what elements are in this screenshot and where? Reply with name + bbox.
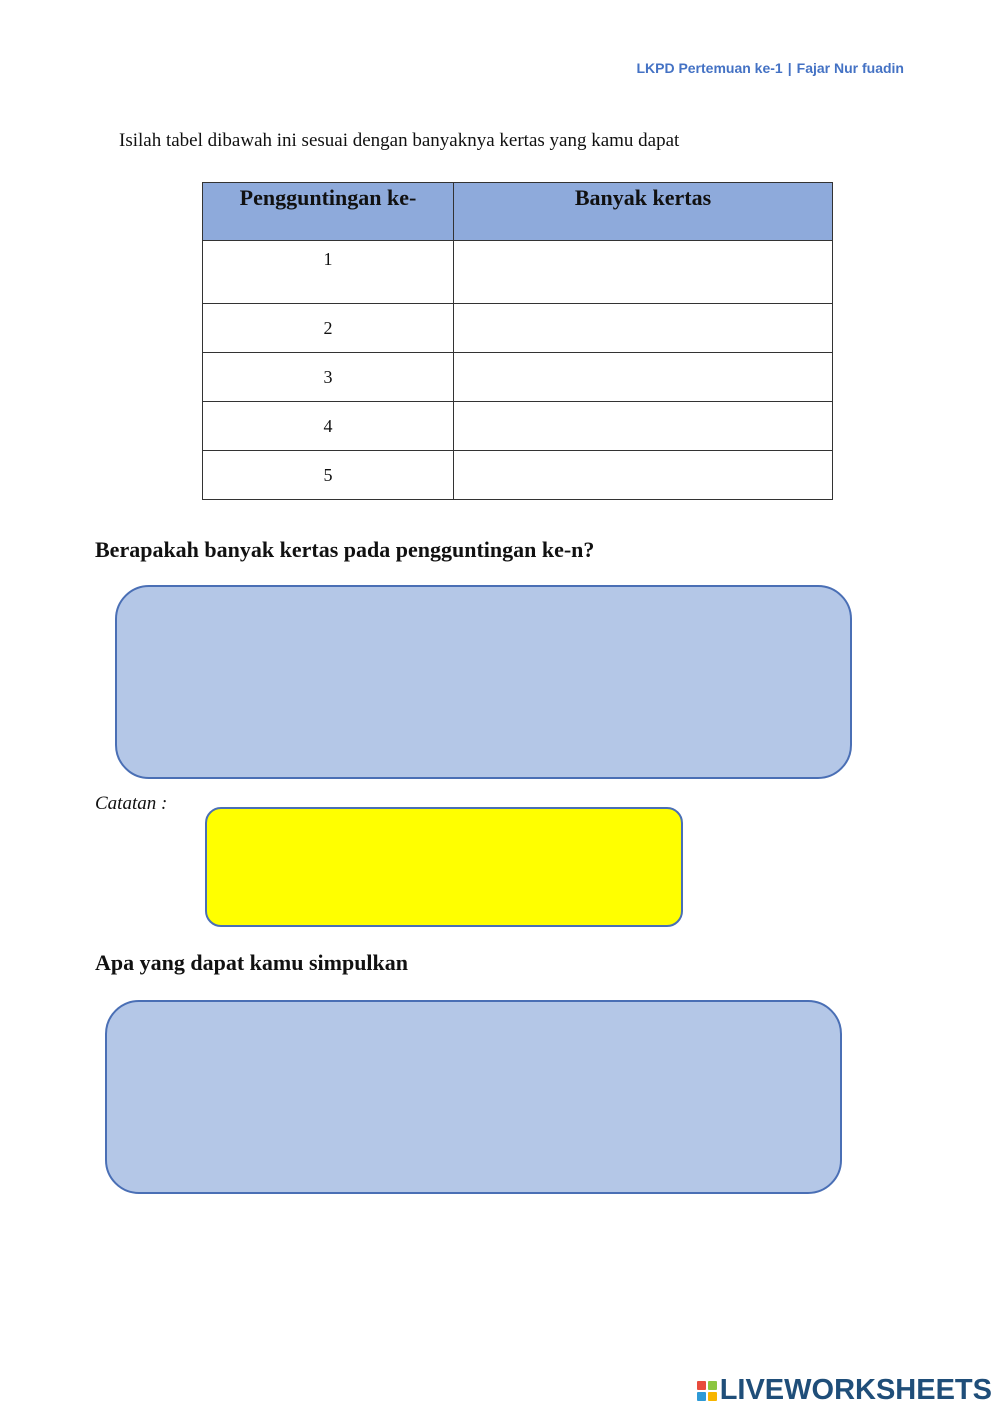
liveworksheets-logo xyxy=(697,1374,992,1407)
logo-text: LIVEWORKSHEETS xyxy=(719,1374,992,1406)
note-answer-box[interactable] xyxy=(205,807,683,927)
cut-number-cell: 3 xyxy=(203,353,454,402)
paper-count-table xyxy=(202,182,833,500)
cut-number-cell: 2 xyxy=(203,304,454,353)
header-title: LKPD Pertemuan ke-1 xyxy=(636,60,783,76)
paper-count-input[interactable] xyxy=(454,353,833,402)
cut-number-cell: 4 xyxy=(203,402,454,451)
table-row xyxy=(203,451,833,500)
table-row xyxy=(203,402,833,451)
instruction-text: Isilah tabel dibawah ini sesuai dengan banyaknya kertas yang kamu dapat xyxy=(119,130,680,151)
answer-box-conclusion[interactable] xyxy=(105,1000,842,1194)
question-conclusion: Apa yang dapat kamu simpulkan xyxy=(95,950,409,975)
cut-number-cell: 1 xyxy=(203,241,454,304)
cut-number-cell: 5 xyxy=(203,451,454,500)
logo-mark-icon xyxy=(697,1381,717,1401)
paper-count-input[interactable] xyxy=(454,304,833,353)
paper-count-input[interactable] xyxy=(454,451,833,500)
table-row xyxy=(203,241,833,304)
answer-box-general-formula[interactable] xyxy=(115,585,852,779)
column-header-paper-count: Banyak kertas xyxy=(454,183,833,241)
question-general-formula: Berapakah banyak kertas pada pengguntingan ke-n? xyxy=(95,537,595,562)
paper-count-input[interactable] xyxy=(454,402,833,451)
table-row xyxy=(203,304,833,353)
page-header xyxy=(636,60,904,76)
header-author: Fajar Nur fuadin xyxy=(796,60,904,76)
paper-count-input[interactable] xyxy=(454,241,833,304)
note-label: Catatan : xyxy=(95,793,168,814)
table-row xyxy=(203,353,833,402)
header-separator: | xyxy=(787,60,792,76)
table-header-row xyxy=(203,183,833,241)
column-header-cut-number: Pengguntingan ke- xyxy=(203,183,454,241)
